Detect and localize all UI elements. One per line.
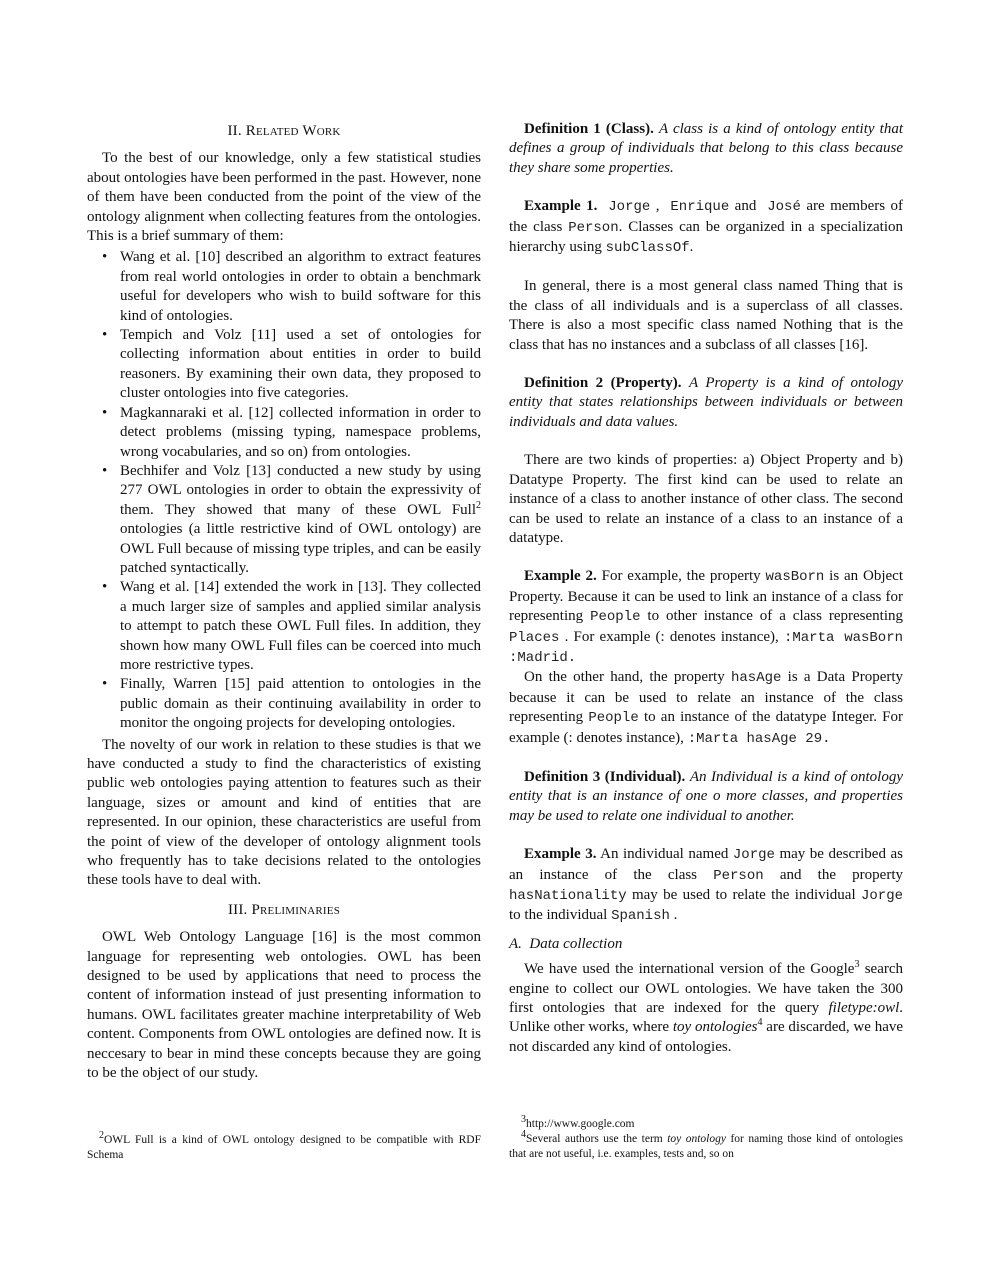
example-label: Example 3. xyxy=(524,846,597,863)
definition-1 xyxy=(509,120,903,178)
list-item: • Magkannaraki et al. [12] collected information in order to detect problems (missing typing, namespace problems, wrong vocabularies, and so on) from ontologies. xyxy=(120,404,481,462)
list-item: • Wang et al. [14] extended the work in [13]. They collected a much larger size of samples and applied similar analysis to attempt to patch these OWL Full files. In addition, they shown how many OWL Full files can be coerced into much more restrictive types. xyxy=(120,578,481,675)
definition-2 xyxy=(509,374,903,432)
footnote-2 xyxy=(87,1130,481,1163)
definition-text: An Individual is a kind of ontology entity that is an instance of one o more classes, and properties may be used to relate one individual to another. xyxy=(509,768,903,824)
footnote-mark: 2 xyxy=(99,1130,104,1142)
related-work-closing: The novelty of our work in relation to these studies is that we have conducted a study to find the characteristics of existing public web ontologies paying attention to features such as their language, sizes or amount and kind of entities that are represented. In our opinion, these characteristics are useful from the point of view of the developer of ontology alignment tools who frequently has to take decisions related to the ontologies these tools have to deal with. xyxy=(87,736,481,889)
section-numeral: III. xyxy=(227,901,248,918)
footnote-ref: 2 xyxy=(476,499,481,511)
data-collection-paragraph: We have used the international version of the Google$^3$ search engine to collect our OWL ontologies. We have taken the 300 first ontologies that are indexed for the query filetype:owl. Unlike other works, where toy ontologies$^4$ are discarded, we have not discarded any kind of ontologies. xyxy=(509,959,904,1055)
list-item-text: Bechhifer and Volz [13] conducted a new study by using 277 OWL ontologies in order to obtain the expressivity of them. They showed that many of these OWL Full xyxy=(120,462,481,518)
definition-text: A Property is a kind of ontology entity that states relationships between individuals or between individuals and data values. xyxy=(509,375,903,430)
subsection-heading-data-collection: A. Data collection xyxy=(509,935,623,952)
footnote-3 xyxy=(509,1114,903,1132)
example-label: Example 1. xyxy=(524,198,598,215)
footnote-4: $^4$Several authors use the term toy ontology for naming those kind of ontologies that are not useful, i.e. examples, tests and, so on xyxy=(509,1129,903,1160)
left-column xyxy=(87,120,481,1084)
property-kinds-paragraph: There are two kinds of properties: a) Object Property and b) Datatype Property. The first kind can be used to relate an instance of a class to another instance of other class. The second can be used to relate an instance of a class to an instance of a datatype. xyxy=(509,452,903,546)
definition-text: A class is a kind of ontology entity that defines a group of individuals that belong to this class because they share some properties. xyxy=(509,121,903,176)
section-numeral: II. xyxy=(227,123,242,139)
example-1: Example 1. Jorge , Enrique and José are members of the class Person. Classes can be organized in a specialization hierarchy using subClassOf. xyxy=(509,198,904,257)
related-work-list xyxy=(87,248,481,733)
example-2: Example 2. For example, the property wasBorn is an Object Property. Because it can be used to link an instance of a class for representing People to other instance of a class representing Places . For example (: denotes instance), :Marta wasBorn :Madrid. xyxy=(509,568,904,666)
section-title: Preliminaries xyxy=(251,901,341,918)
preliminaries-intro: OWL Web Ontology Language [16] is the most common language for representing web ontologies. OWL has been designed to be used by applications that need to process the content of information instead of just presenting information to humans. OWL facilitates greater machine interpretability of Web content. Components from OWL ontologies are defined now. It is neccesary to bear in mind these concepts because they are going to be the object of our study. xyxy=(87,929,481,1082)
section-title: Related Work xyxy=(245,123,341,139)
definition-label: Definition 1 (Class). xyxy=(524,121,654,137)
section-heading-preliminaries xyxy=(87,901,481,920)
list-item: • Wang et al. [10] described an algorithm to extract features from real world ontologies in order to obtain a benchmark useful for developers who wish to build software for this kind of ontologies. xyxy=(120,248,481,326)
right-column xyxy=(509,120,903,1057)
list-item-text: ontologies (a little restrictive kind of OWL ontology) are OWL Full because of missing type triples, and can be easily patched syntactically. xyxy=(120,521,481,576)
related-work-intro: To the best of our knowledge, only a few statistical studies about ontologies have been performed in the past. However, none of them have been conducted from the point of the view of the ontology alignment when collecting features from the ontologies. This is a brief summary of them: xyxy=(87,150,481,245)
example-label: Example 2. xyxy=(524,568,597,585)
list-item xyxy=(120,462,481,578)
footnote-text: OWL Full is a kind of OWL ontology designed to be compatible with RDF Schema xyxy=(87,1134,481,1161)
list-item: • Tempich and Volz [11] used a set of ontologies for collecting information about entities in order to build reasoners. By examining their own data, they proposed to cluster ontologies into five categories. xyxy=(120,326,481,404)
footnote-mark: 3 xyxy=(521,1114,526,1126)
footnotes-right xyxy=(509,1114,903,1162)
example-3: Example 3. An individual named Jorge may be described as an instance of the class Person and the property hasNationality may be used to relate the individual Jorge to the individual Spanish . xyxy=(509,846,903,925)
footnote-ref: 4 xyxy=(757,1017,763,1029)
section-heading-related-work xyxy=(87,122,481,141)
footnote-mark: 4 xyxy=(521,1129,526,1141)
definition-3 xyxy=(509,768,903,826)
definition-label: Definition 3 (Individual). xyxy=(524,768,686,785)
footnote-ref: 3 xyxy=(854,959,860,971)
footnote-link-text: http://www.google.com xyxy=(526,1118,635,1130)
definition-label: Definition 2 (Property). xyxy=(524,375,682,392)
list-item: • Finally, Warren [15] paid attention to ontologies in the public domain as their continuing availability in order to monitor the ongoing projects for developing ontologies. xyxy=(120,675,481,733)
thing-nothing-paragraph: In general, there is a most general class named Thing that is the class of all individuals and is a superclass of all classes. There is also a most specific class named Nothing that is the class that has no instances and a subclass of all classes [16]. xyxy=(509,278,903,353)
example-2-continued: On the other hand, the property hasAge is a Data Property because it can be used to relate an instance of the class representing People to an instance of the datatype Integer. For example (: denotes instance), :Marta hasAge 29. xyxy=(509,669,904,747)
